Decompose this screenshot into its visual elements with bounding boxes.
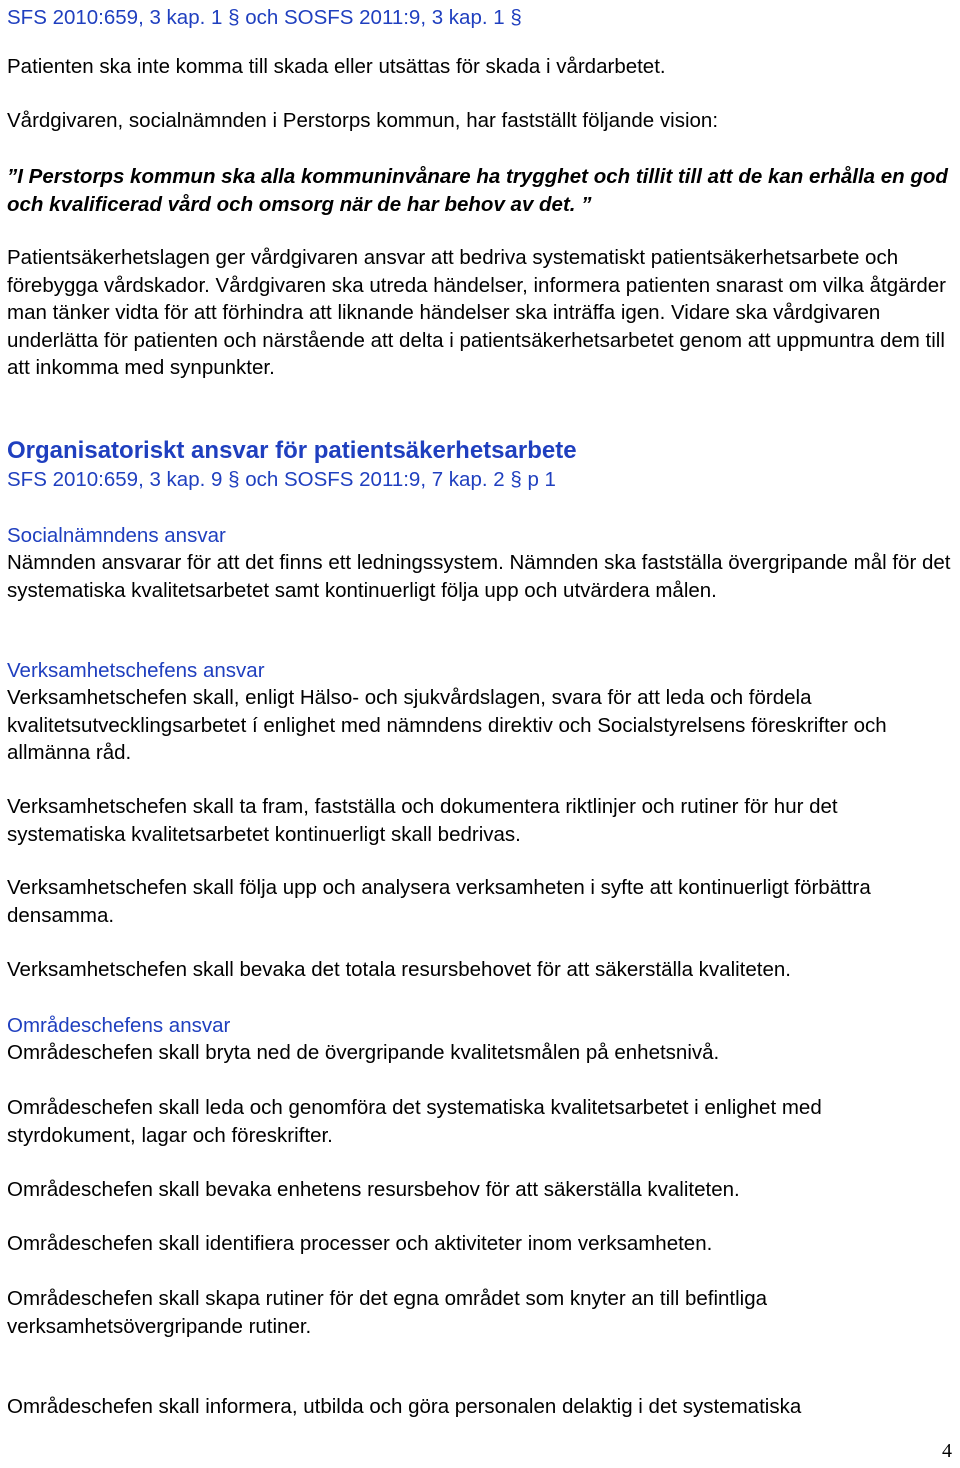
verksamhet-paragraph: Verksamhetschefen skall bevaka det totala resursbehovet för att säkerställa kvaliteten. bbox=[7, 958, 791, 981]
law-reference-section bbox=[7, 466, 952, 494]
intro-sentence: Patienten ska inte komma till skada eller utsättas för skada i vårdarbetet. bbox=[7, 55, 666, 78]
omrade-paragraph: Områdeschefen skall informera, utbilda och göra personalen delaktig i det systematiska bbox=[7, 1395, 802, 1418]
ref-text: och SOSFS 2011:9, 7 kap. 2 bbox=[239, 468, 511, 491]
section-sign: § bbox=[510, 468, 522, 491]
omrade-paragraph: Områdeschefen skall identifiera processer och aktiviteter inom verksamheten. bbox=[7, 1232, 713, 1255]
verksamhet-paragraph: Verksamhetschefen skall, enligt Hälso- och sjukvårdslagen, svara för att leda och fördela kvalitetsutvecklingsarbetet í enlighet med nämndens direktiv och Socialstyrelsens föreskrifter och allmänna råd. bbox=[7, 686, 887, 764]
section-sign: § bbox=[228, 468, 240, 491]
section-sign: § bbox=[510, 6, 522, 29]
omrade-paragraph: Områdeschefen skall bryta ned de övergripande kvalitetsmålen på enhetsnivå. bbox=[7, 1041, 720, 1064]
verksamhet-paragraph: Verksamhetschefen skall följa upp och analysera verksamheten i syfte att kontinuerligt förbättra densamma. bbox=[7, 876, 871, 927]
ref-text: SFS 2010:659, 3 kap. 9 bbox=[7, 468, 229, 491]
social-paragraph: Nämnden ansvarar för att det finns ett ledningssystem. Nämnden ska fastställa övergripande mål för det systematiska kvalitetsarbetet samt kontinuerligt följa upp och utvärdera målen. bbox=[7, 551, 951, 602]
omrade-paragraph: Områdeschefen skall skapa rutiner för det egna området som knyter an till befintliga verksamhetsövergripande rutiner. bbox=[7, 1287, 768, 1338]
omrade-paragraph: Områdeschefen skall bevaka enhetens resursbehov för att säkerställa kvaliteten. bbox=[7, 1178, 740, 1201]
section-heading: Organisatoriskt ansvar för patientsäkerhetsarbete bbox=[7, 437, 577, 464]
section-sign: § bbox=[228, 6, 240, 29]
patient-safety-paragraph: Patientsäkerhetslagen ger vårdgivaren ansvar att bedriva systematiskt patientsäkerhetsarbete och förebygga vårdskador. Vårdgivaren ska utreda händelser, informera patienten snarast om vilka åtgärder man tänker vidta för att förhindra att liknande händelser ska inträffa igen. Vidare ska vårdgivaren underlätta för patienten och närstående att delta i patientsäkerhetsarbetet genom att uppmuntra dem till att inkomma med synpunkter. bbox=[7, 246, 946, 379]
ref-text: p 1 bbox=[521, 468, 556, 491]
page-number: 4 bbox=[942, 1440, 952, 1462]
verksamhet-paragraph: Verksamhetschefen skall ta fram, fastställa och dokumentera riktlinjer och rutiner för hur det systematiska kvalitetsarbetet kontinuerligt skall bedrivas. bbox=[7, 795, 838, 846]
vision-text: I Perstorps kommun ska alla kommuninvånare ha trygghet och tillit till att de kan erhålla en god och kvalificerad vård och omsorg när de har behov av det. bbox=[7, 165, 948, 216]
open-quote: ” bbox=[7, 165, 18, 188]
vision-intro: Vårdgivaren, socialnämnden i Perstorps kommun, har fastställt följande vision: bbox=[7, 109, 719, 132]
subheading-social: Socialnämndens ansvar bbox=[7, 524, 226, 547]
omrade-paragraph: Områdeschefen skall leda och genomföra det systematiska kvalitetsarbetet i enlighet med styrdokument, lagar och föreskrifter. bbox=[7, 1096, 822, 1147]
ref-text: SFS 2010:659, 3 kap. 1 bbox=[7, 6, 229, 29]
law-reference-top bbox=[7, 4, 952, 32]
ref-text: och SOSFS 2011:9, 3 kap. 1 bbox=[239, 6, 511, 29]
vision-quote bbox=[7, 163, 952, 218]
subheading-omrade: Områdeschefens ansvar bbox=[7, 1014, 231, 1037]
close-quote: ” bbox=[581, 192, 592, 216]
subheading-verksamhet: Verksamhetschefens ansvar bbox=[7, 659, 265, 682]
